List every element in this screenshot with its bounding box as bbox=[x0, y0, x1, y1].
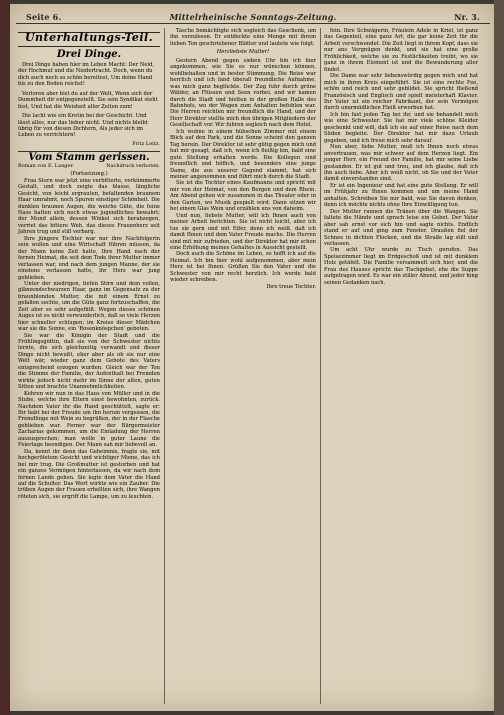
section-title: Unterhaltungs-Teil. bbox=[24, 31, 154, 44]
poem-title: Drei Dinge. bbox=[56, 49, 122, 61]
poem-body bbox=[18, 62, 160, 139]
book-spine bbox=[0, 0, 10, 715]
paragraph: Da, kennt ihr denn das Geheimnis, fragte sie, mit hochgerötetem Gesicht und wichtiger Miene, das ich bei mir trug. Die Großmutter ist gestorben und hat ein ganzes Vermögen hinterlassen, da wir nach dem fernen Lande gehen. Sie legte dem Vater die Hand auf die Schulter. Das Wort wirkte wie ein Zauber. Die trüben Augen der Frauen erhellten sich, ihre Wangen röteten sich, sie ergriff die Lampe, um zu leuchten. bbox=[18, 448, 160, 500]
paragraph: Ich wohne in einem hübschen Zimmer mit einem Blick auf den Park, und die Sonne scheint den ganzen Tag herein. Der Direktor ist sehr gütig gegen mich und hat mir gesagt, daß ich, wenn ich fleißig bin, bald eine gute Stellung erhalten werde. Die Kollegen sind freundlich und höflich, und besonders eine junge Dame, die aus unserer Gegend stammt, hat sich meiner angenommen und führt mich durch die Stadt. bbox=[170, 128, 316, 180]
section-header bbox=[18, 32, 160, 47]
page-number: Seite 6. bbox=[26, 12, 62, 22]
column-divider-2 bbox=[320, 28, 321, 704]
paragraph: Sie ist die Tochter eines Kaufmanns und spricht mit mir von der Heimat, von den Bergen und dem Rhein. Am Abend gehen wir zusammen in das Theater oder in den Garten, wo Musik gespielt wird. Dann sitzen wir bei einem Glas Wein und erzählen uns von daheim. bbox=[170, 180, 316, 213]
paragraph: Nun aber, liebe Mutter, muß ich Ihnen noch etwas anvertrauen, was mir schwer auf dem Herzen liegt. Ein junger Herr, ein Freund der Familie, hat mir seine Liebe gestanden. Er ist gut und treu, und ich glaube, daß ich ihn auch liebe. Aber ich weiß nicht, ob Sie und der Vater damit einverstanden sind. bbox=[324, 144, 478, 183]
paragraph: Er ist ein Ingenieur und hat eine gute Stellung. Er will im Frühjahr zu Ihnen kommen und um meine Hand anhalten. Schreiben Sie mir bald, was Sie davon denken, denn ich möchte nichts ohne Ihre Einwilligung tun. bbox=[324, 182, 478, 209]
letter-closing: Ihre treue Tochter. bbox=[266, 283, 316, 290]
reprint-note: Nachdruck verboten. bbox=[106, 162, 160, 169]
novel-byline-row bbox=[18, 163, 160, 169]
paragraph: Frau Stern war jetzt eine verbitterte, verkümmerte Gestalt, und doch zeigte das blasse, längliche Gesicht, von leicht ergrauten, befaltenden braunem Haar umrahmt, noch Spuren einstiger Schönheit. Die dunklen braunen Augen, die weiche Güte, die feine Nase hatten sich noch etwas jugendliches bewahrt; der Mund allein, dessen Winkel sich herabzogen, verriet das bittere Weh, das dieses Frauenherz seit Jahren trug und still verbarg. bbox=[18, 177, 160, 236]
paragraph: Doch auch die Schöne im Leben, so hofft ich auf die Heimat. Ich bin hier wohl aufgenommen, aber mein Herz ist bei Ihnen. Grüßen Sie den Vater und die Schwester von mir recht herzlich. Ich werde bald wieder schreiben. bbox=[170, 251, 316, 284]
column-2 bbox=[170, 28, 316, 290]
paragraph: Unter der niedrigen, tiefen Stirn und dem vollen, glänzendschwarzen Haar, ganz im Gegensatz zu der braunblonden Mutter, die mit einem Ernst zu gefallen suchte, um die Güte ganz fortzuschaffen, die Zeit aber so sehr aufgefüllt. Wegen dieses schönen Auges ist es nicht verwunderlich, daß so viele Herzen hier schneller schlugen; im Kreise dieser Mädchen war sie die Sonne, ein 'Rosenknöspchen' geboten. bbox=[18, 280, 160, 333]
novel-byline: Roman von E. Langer. bbox=[18, 162, 74, 169]
paragraph: Gestern Abend gegen sieben Uhr bin ich hier angekommen, wie Sie es nur wünschen können, wohlbehalten und in bester Stimmung. Die Reise war herrlich und ich fand überall freundliche Aufnahme, was mich ganz beglückte. Der Zug fuhr durch grüne Wälder, an Flüssen und Seen vorbei, und wir kamen durch die Stadt und hielten in der großen Halle des Bahnhofs, wo der Wagen zum Anhalten befohlen war. Die Herren reichten mir freundlich die Hand, und der Herr Direktor stellte mich den übrigen Mitgliedern der Gesellschaft vor. Wir fuhren sogleich nach dem Hotel. bbox=[170, 57, 316, 129]
letter-salutation: Herzliebste Mutter! bbox=[216, 49, 270, 56]
paragraph: Und nun, liebste Mutter, will ich Ihnen auch von meiner Arbeit berichten. Sie ist nicht leicht, aber ich tue sie gern und mit Eifer, denn ich weiß, daß ich damit Ihnen und dem Vater Freude mache. Die Herren sind mit mir zufrieden, und der Direktor hat mir schon eine Erhöhung meines Gehaltes in Aussicht gestellt. bbox=[170, 212, 316, 251]
paragraph: Ich bin fast jeden Tag bei ihr, und sie behandelt mich wie eine Schwester. Sie hat mir viele schöne Kleider geschenkt und will, daß ich sie auf einer Reise nach dem Süden begleite. Der Direktor hat mir dazu Urlaub gegeben, und ich freue mich sehr darauf. bbox=[324, 111, 478, 144]
paragraph: Ihre jüngere Tochter war nur ihre Nachfolgerin sein wollen und eine Wirtschaft führen müssen, da der Mann keine Zeit hatte, Ihre Hand nach der fernen Heimat, die seit dem Tode ihrer Mutter immer verlassen war, und nach dem jungen Manne, der sie einstens verlassen hatte, ihr Herz war jung geblieben. bbox=[18, 235, 160, 281]
column-3 bbox=[324, 28, 478, 286]
paragraph: Die Dame war sehr liebenswürdig gegen mich und hat mich in ihren Kreis eingeführt. Sie ist eine rechte Fee, schön und reich und sehr gebildet. Sie spricht fließend Französisch und Englisch und spielt meisterhaft Klavier. Ihr Vater ist ein reicher Fabrikant, der sein Vermögen durch unermüdlichen Fleiß erworben hat. bbox=[324, 73, 478, 112]
header-rule bbox=[16, 23, 490, 24]
paragraph: Um acht Uhr wurde zu Tisch gerufen. Das Speisezimmer liegt im Erdgeschoß und ist mit dunklem Holz getäfelt. Die Familie versammelt sich hier, und die Frau des Hauses spricht das Tischgebet, ehe die Suppe aufgetragen wird. Es war ein stiller Abend, und jeder hing seinen Gedanken nach. bbox=[324, 247, 478, 286]
issue-number: Nr. 3. bbox=[454, 12, 480, 22]
column-divider-1 bbox=[164, 28, 165, 704]
paragraph: Kehren wir nun in das Haus von Müller und in die Stube, welche ihre Eltern einst bewohnten, zurück. Nachdem Vater ihr die Hand geschüttelt, sagte er: Ihr habt bei der Freude um ihn herum vergessen, die Fremdlinge mit Wein zu begrüßen, der in der Flasche geblieben war. Ferner war der Bürgermeister Zacharias gekommen, um die Einladung der Herren auszusprechen; man wolle in guter Laune die Feiertage beendigen. Der Mann sah mir liebevoll an. bbox=[18, 390, 160, 449]
poem-stanza: Die lacht wie ein Kretin bei der Geschicht. Und lässt alles, nur das lieber nicht. Und nichts bleibt übrig für von diesen Dichtern, Als jeder sich im Leben zu verrichtern! bbox=[18, 113, 148, 139]
poem-stanza: Verloren aber bist du auf der Welt, Wenn sich der Dummheit dir entgegenstellt. Sie sein Syndikat steht fest, Und hat die Weisheit aller Zeiten zum! bbox=[18, 90, 158, 110]
continuation-note: (Fortsetzung.) bbox=[70, 171, 108, 178]
poem-stanza: Drei Dinge haben hier im Leben Macht: Der Neid, der Hochmut und die Niedertracht. Doch, wenn du dich auch noch so schön bereitest, Um deine Hand bis zu den Boden reichst! bbox=[18, 61, 155, 88]
next-page-edge bbox=[494, 0, 504, 715]
paragraph: fein. Ihre Schwägerin, Fräulein Adele in Kriel, ist ganz das Gegenteil, eine ganz Art, die gar keine Zeit für die Arbeit verschwendet. Die Zeit liegt in ihrem Kopf, dass sie nur ans Vergnügen denkt, und sie hat eine große Fröhlichkeit, welche sie zu Festlichkeiten treibt, wo sie ganz in ihrem Element ist und die Bewunderung aller findet. bbox=[324, 28, 478, 73]
newspaper-title: Mittelrheinische Sonntags-Zeitung. bbox=[169, 12, 337, 22]
paragraph: Der Mutter rannen die Tränen über die Wangen. Sie faltete die Hände und sprach leise ein Gebet. Der Vater aber sah ernst vor sich hin und sagte nichts. Endlich stand er auf und ging zum Fenster. Draußen fiel der Schnee in dichten Flocken, und die Straße lag still und verlassen. bbox=[324, 208, 478, 247]
paragraph: Sie war die Königin der Stadt und die Frühlingsgöttin, daß sie von der Schwester nichts lernte, die sich gleichzeitig verwandt und dieser Dinge nicht bewußt, eher aber als ob sie nur eine Welt wär, wieder ganz dem Gebote des Vaters entsprechend erzogen wurden. Gleich war der Ton die Stimme der Familie, der Aufenthalt bei Fremden wirkte jedoch nicht mehr im Sinne der alten, guten Sitten und brachte Unannehmlichkeiten. bbox=[18, 332, 160, 391]
column-1 bbox=[18, 28, 160, 500]
poem-author: Fritz Leitz. bbox=[132, 140, 160, 147]
paragraph: Tasche bemächtigte sich sogleich das Geschenk, um ihn vorzulesen. Er entdeckte eine Menge mit ihrem lieben Ton geschriebener Blätter und lautete wie folgt: bbox=[170, 28, 316, 47]
novel-title: Vom Stamm gerissen. bbox=[28, 152, 150, 164]
